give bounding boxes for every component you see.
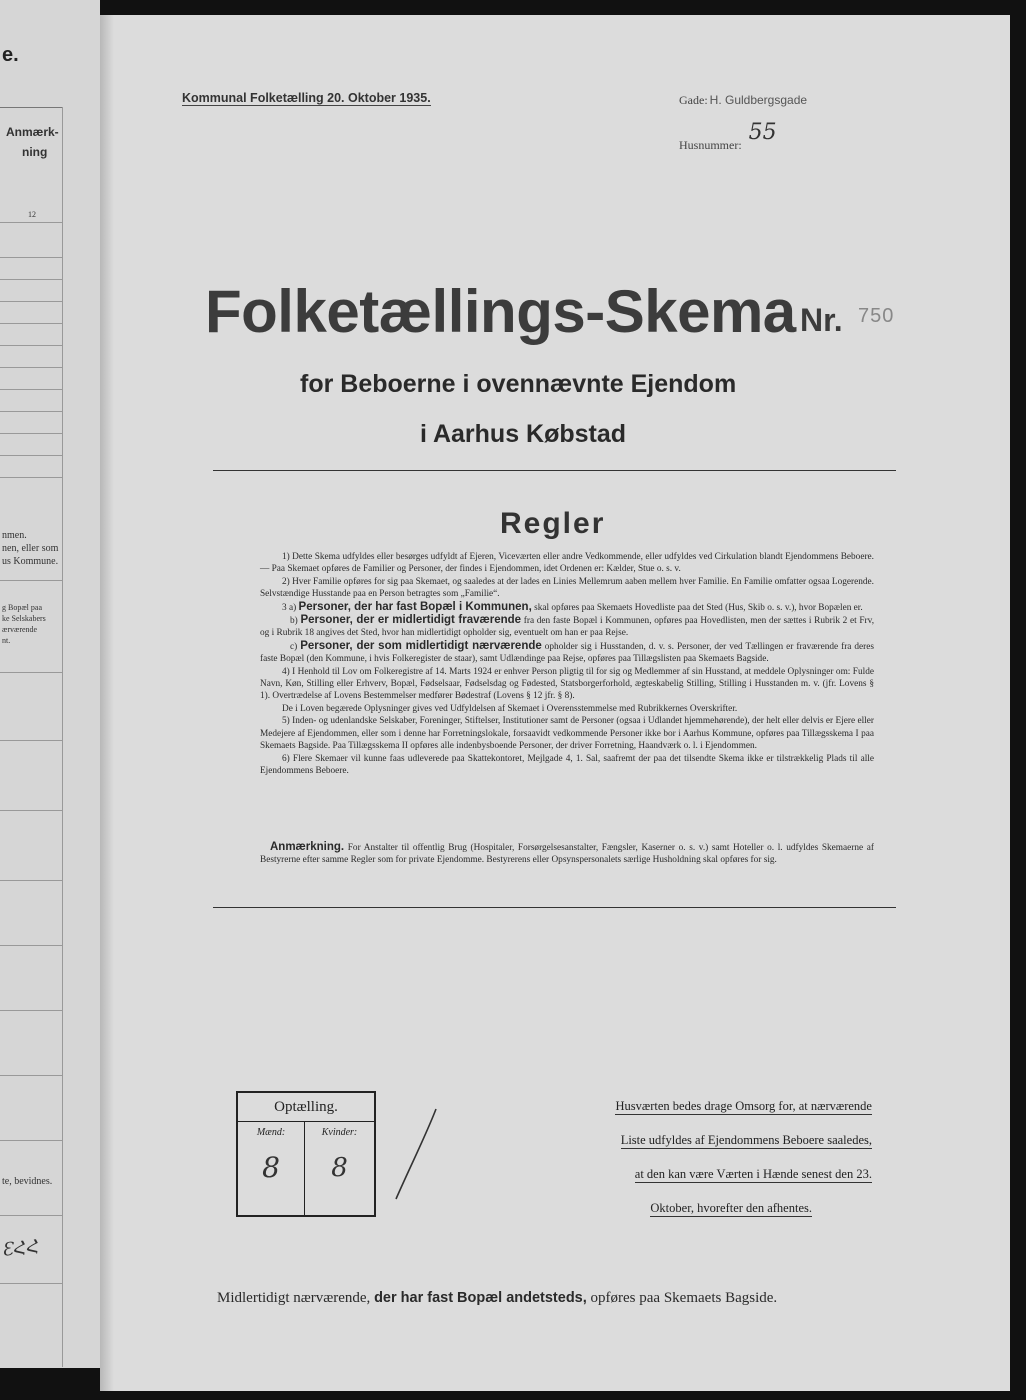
- men-label: Mænd:: [256, 1127, 286, 1138]
- footer-pre: Midlertidigt nærværende,: [217, 1290, 371, 1306]
- left-page-note1-line3: us Kommune.: [2, 556, 59, 567]
- left-page-note2-line3: ærværende: [2, 625, 38, 634]
- women-count: 8: [331, 1153, 348, 1183]
- left-page-header-fragment: e.: [2, 44, 19, 66]
- left-page-col-title-1: Anmærk-: [6, 125, 59, 139]
- street-value: H. Guldbergsgade: [709, 93, 808, 107]
- women-label: Kvinder:: [321, 1127, 358, 1138]
- remark-label: Anmærkning.: [270, 841, 345, 853]
- remark-block: [260, 841, 874, 867]
- left-page-rule: [0, 107, 62, 108]
- left-page-row-line: [0, 257, 62, 258]
- left-page-note2-line4: nt.: [2, 636, 11, 645]
- men-count: 8: [262, 1151, 280, 1184]
- left-page-strip: [0, 0, 100, 1368]
- left-page-row-line: [0, 1283, 62, 1284]
- left-page-row-line: [0, 880, 62, 881]
- left-page-note2-line1: g Bopæl paa: [2, 603, 42, 612]
- census-header-line: Kommunal Folketælling 20. Oktober 1935.: [182, 91, 431, 105]
- landlord-note: [615, 1097, 872, 1233]
- left-page-row-line: [0, 455, 62, 456]
- left-page-row-line: [0, 740, 62, 741]
- rule-3c-prefix: c): [290, 641, 298, 652]
- rule-3a-heading: Personer, der har fast Bopæl i Kommunen,: [298, 600, 532, 613]
- form-subtitle-1: for Beboerne i ovennævnte Ejendom: [300, 370, 737, 398]
- left-page-note1-line2: nen, eller som: [2, 543, 59, 554]
- left-page-col-title-2: ning: [22, 145, 48, 159]
- left-page-row-line: [0, 1075, 62, 1076]
- rule-4b: De i Loven begærede Oplysninger gives ved Udfyldelsen af Skemaet i Overensstemmelse med Rubrikkernes Overskrifter.: [282, 703, 738, 714]
- house-number-label: Husnummer:: [679, 138, 742, 152]
- rule-3b: [260, 614, 874, 640]
- landlord-note-line4: Oktober, hvorefter den afhentes.: [650, 1201, 812, 1215]
- rule-3b-heading: Personer, der er midlertidigt fraværende: [300, 614, 522, 627]
- count-box: [236, 1091, 376, 1217]
- left-page-row-line: [0, 222, 62, 223]
- left-page-row-line: [0, 1215, 62, 1216]
- left-page-row-line: [0, 323, 62, 324]
- rules-body: [260, 551, 874, 777]
- rule-3a: [260, 601, 874, 614]
- left-page-row-line: [0, 1140, 62, 1141]
- footer-bold: der har fast Bopæl andetsteds,: [374, 1290, 587, 1306]
- remark-text: For Anstalter til offentlig Brug (Hospitaler, Forsørgelsesanstalter, Fængsler, Kaserner o. s. v.) samt Hoteller o. l. udfyldes Skemaerne af Bestyrerne efter samme Regler som for private Ejendomme. Bestyrerens eller Opsynspersonalets særlige Husholdning skal opføres for sig.: [260, 843, 874, 866]
- count-box-title: Optælling.: [238, 1093, 374, 1122]
- house-number-field: [679, 120, 777, 155]
- left-page-handwritten-mark: ƐՀՀ: [1, 1236, 41, 1261]
- left-page-row-line: [0, 672, 62, 673]
- left-page-row-line: [0, 945, 62, 946]
- rule-3b-prefix: b): [290, 616, 298, 627]
- footer-post: opføres paa Skemaets Bagside.: [590, 1290, 778, 1306]
- rule-3c-heading: Personer, der som midlertidigt nærværende: [300, 639, 542, 652]
- rule-3c-text: opholder sig i Husstanden, d. v. s. Personer, der ved Tællingen er fraværende fra deres faste Bopæl (den Kommune, i hvis Folkeregister de staar), samt Udlændinge paa Rejse, opføres paa Tillægslisten paa Skemaets Bagside.: [260, 641, 874, 665]
- rules-heading: Regler: [500, 507, 606, 540]
- divider-bottom: [213, 907, 896, 908]
- left-page-row-line: [0, 367, 62, 368]
- left-page-row-line: [0, 301, 62, 302]
- left-page-row-line: [0, 411, 62, 412]
- handwritten-slash-mark: [392, 1105, 442, 1205]
- form-title: Folketællings-Skema: [205, 278, 796, 345]
- left-page-row-line: [0, 1010, 62, 1011]
- street-field: [679, 93, 807, 108]
- rule-3a-text: skal opføres paa Skemaets Hovedliste paa det Sted (Hus, Skib o. s. v.), hvor Bopælen er.: [534, 602, 863, 613]
- census-form-page: [100, 15, 1010, 1391]
- landlord-note-line3: at den kan være Værten i Hænde senest den 23.: [634, 1167, 872, 1181]
- form-number-label: Nr.: [800, 302, 843, 338]
- form-number-value: 750: [858, 305, 895, 327]
- left-page-note3: te, bevidnes.: [2, 1176, 53, 1187]
- footer-line: [217, 1290, 777, 1307]
- form-subtitle-2: i Aarhus Købstad: [420, 420, 627, 448]
- left-page-row-line: [0, 389, 62, 390]
- street-label: Gade:: [679, 93, 708, 107]
- left-page-note1-line1: nmen.: [2, 530, 27, 541]
- remark-paragraph: [260, 841, 874, 867]
- rule-3b-text: fra den faste Bopæl i Kommunen, opføres paa Hovedlisten, men der sættes i Rubrik 2 et Frv, og i Rubrik 18 angives det Sted, hvor han midlertidigt opholder sig, eventuelt om han er paa Rejse.: [260, 616, 875, 639]
- rule-1: 1) Dette Skema udfyldes eller besørges udfyldt af Ejeren, Viceværten eller andre Vedkommende, eller udfyldes ved Cirkulation blandt Ejendommens Beboere. — Paa Skemaet opføres de Familier og Personer, der findes i Ejendommen, idet Ordenen er: Kælder, Stue o. s. v.: [260, 552, 874, 575]
- house-number-value: 55: [748, 120, 777, 145]
- left-page-note2-line2: ke Selskabers: [2, 614, 46, 623]
- rule-2: 2) Hver Familie opføres for sig paa Skemaet, og saaledes at der lades en Linies Mellemrum aaben mellem hver Familie. En Familie omfatter ogsaa Logerende. Selvstændige Husstande paa en Person betragtes som „Familie“.: [260, 576, 874, 600]
- rule-4: 4) I Henhold til Lov om Folkeregistre af 14. Marts 1924 er enhver Person pligtig til for sig og Medlemmer af sin Husstand, at meddele Oplysninger om: Fulde Navn, Køn, Stilling eller Erhverv, Bopæl, Fødselsaar, Fødselsdag og Fødested, Statsborgerforhold, ægteskabelig Stilling, Stilling i Husstanden m. v. (jfr. Lovens § 1). Overtrædelse af Lovens Bestemmelser medfører Bødestraf (Lovens § 12 jfr. § 8).: [260, 666, 874, 702]
- left-page-row-line: [0, 580, 62, 581]
- rule-6: 6) Flere Skemaer vil kunne faas udleverede paa Skattekontoret, Mejlgade 4, 1. Sal, saafremt der paa det tilsendte Skema ikke er tilstrækkelig Plads til alle Ejendommens Beboere.: [260, 753, 874, 776]
- rule-5: 5) Inden- og udenlandske Selskaber, Foreninger, Stiftelser, Institutioner samt de Personer (ogsaa i Udlandet hjemmehørende), der helt eller delvis er Ejere eller Medejere af Ejendommen, eller som i denne har Forretningslokale, forsaavidt vedkommende Personer ikke bor i Aarhus Kommune, opføres paa Tillægsskema I paa Skemaets Bagside. Paa Tillægsskema II opføres alle indenbysboende Personer, der driver Forretning, Haandværk o. l. i Ejendommen.: [260, 716, 874, 752]
- landlord-note-line1: Husværten bedes drage Omsorg for, at nærværende: [615, 1099, 872, 1113]
- left-page-row-line: [0, 433, 62, 434]
- landlord-note-line2: Liste udfyldes af Ejendommens Beboere saaledes,: [620, 1133, 872, 1147]
- left-page-row-line: [0, 477, 62, 478]
- left-page-row-line: [0, 279, 62, 280]
- left-page-row-line: [0, 810, 62, 811]
- left-page-col-number: 12: [28, 210, 36, 219]
- rule-3c: [260, 640, 874, 666]
- rule-3a-prefix: 3 a): [282, 602, 297, 613]
- divider-top: [213, 470, 896, 471]
- left-page-row-line: [0, 345, 62, 346]
